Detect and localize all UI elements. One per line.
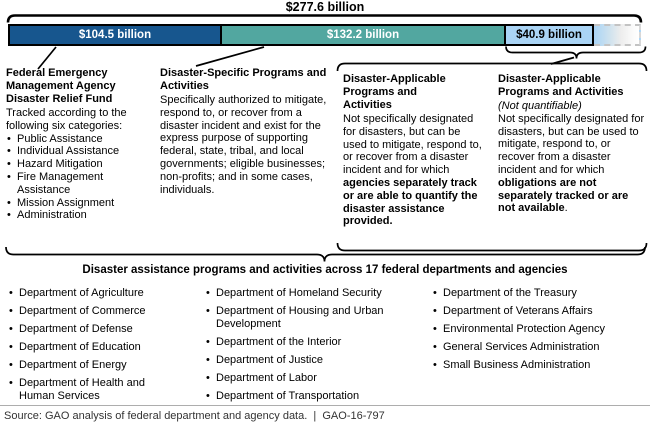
drf-connector-line — [38, 47, 56, 69]
list-item: • Department of Education — [8, 341, 178, 354]
bar-segment-disaster-applicable — [504, 26, 592, 44]
list-item: • Department of Labor — [205, 372, 410, 385]
column-fema-drf-intro: Tracked according to the following six categories: — [6, 107, 127, 132]
column-disaster-specific — [160, 67, 332, 196]
body-bold-text: agencies separately track or are able to quantify the disaster assistance provided. — [343, 176, 478, 228]
column-disaster-applicable-not-quantifiable — [498, 73, 646, 215]
list-item: • Environmental Protection Agency — [432, 323, 642, 336]
body-regular-text: Not specifically designated for disasters, but can be used to mitigate, respond to, or recover from a disaster incident and for which — [498, 112, 645, 176]
list-item: • Department of the Treasury — [432, 287, 642, 300]
agency-list-column-2 — [205, 287, 410, 408]
list-item: • Hazard Mitigation — [6, 158, 157, 171]
specific-connector-line — [196, 47, 264, 66]
bar-segment-drf — [10, 26, 222, 44]
agencies-brace — [6, 247, 645, 262]
list-item: • General Services Administration — [432, 341, 642, 354]
body-regular-text: Not specifically designated for disasters, but can be used to mitigate, respond to, or recover from a disaster incident and for which — [343, 113, 482, 177]
list-item: • Department of Agriculture — [8, 287, 178, 300]
list-item: • Department of Justice — [205, 354, 410, 367]
bar-segment-drf-label: $104.5 billion — [78, 29, 152, 41]
list-item: • Department of the Interior — [205, 336, 410, 349]
column-not-quantifiable-heading: Disaster-Applicable Programs and Activities — [498, 73, 624, 98]
applicable-brace — [506, 47, 646, 59]
column-fema-drf — [6, 67, 157, 222]
list-item: • Public Assistance — [6, 133, 157, 146]
total-brace — [8, 16, 641, 23]
agency-list-column-3 — [432, 287, 642, 377]
bar-segment-not-quantifiable-faded — [594, 24, 641, 46]
list-item: • Department of Veterans Affairs — [432, 305, 642, 318]
total-obligations-label: $277.6 billion — [285, 0, 365, 14]
bar-segment-disaster-specific-label: $132.2 billion — [326, 29, 400, 41]
column-not-quantifiable-body — [498, 113, 646, 215]
list-item: • Small Business Administration — [432, 359, 642, 372]
column-disaster-applicable-quantified — [343, 73, 485, 228]
bar-segment-disaster-applicable-label: $40.9 billion — [516, 29, 582, 41]
agency-list-column-1 — [8, 287, 178, 408]
list-item: • Department of Commerce — [8, 305, 178, 318]
list-item: • Administration — [6, 209, 157, 222]
column-disaster-applicable-quantified-heading: Disaster-Applicable Programs and Activities — [343, 73, 446, 111]
column-disaster-specific-body: Specifically authorized to mitigate, respond to, or recover from a disaster incident and exist for the express purpose of supporting federal, state, tribal, and local governments; eligible businesses; non-profits; and in some cases, individuals. — [160, 94, 327, 196]
fema-category-list — [6, 133, 157, 223]
list-item: • Department of Transportation — [205, 390, 410, 403]
list-item: • Fire Management Assistance — [6, 171, 157, 197]
column-disaster-applicable-quantified-body — [343, 113, 485, 228]
list-item: • Department of Housing and Urban Development — [205, 305, 410, 331]
list-item: • Department of Defense — [8, 323, 178, 336]
body-tail-text: . — [564, 202, 568, 215]
column-fema-drf-heading: Federal Emergency Management Agency Disaster Relief Fund — [6, 67, 116, 105]
list-item: • Individual Assistance — [6, 145, 157, 158]
applicable-group-bracket-top — [338, 64, 647, 72]
agencies-section-heading: Disaster assistance programs and activities across 17 federal departments and agencies — [82, 264, 568, 276]
list-item: • Department of Homeland Security — [205, 287, 410, 300]
body-bold-text: obligations are not separately tracked or are not available — [498, 176, 629, 215]
applicable-connector-line — [551, 58, 574, 65]
list-item: • Department of Health and Human Services — [8, 377, 178, 403]
list-item: • Mission Assignment — [6, 197, 157, 210]
applicable-group-bracket-bottom — [338, 243, 647, 251]
source-attribution: Source: GAO analysis of federal department and agency data. | GAO-16-797 — [4, 410, 385, 422]
not-quantifiable-subheading: (Not quantifiable) — [498, 100, 582, 112]
source-divider — [0, 405, 650, 406]
stacked-bar — [8, 24, 594, 46]
bar-segment-disaster-specific — [222, 26, 504, 44]
list-item: • Department of Energy — [8, 359, 178, 372]
column-disaster-specific-heading: Disaster-Specific Programs and Activities — [160, 67, 327, 92]
